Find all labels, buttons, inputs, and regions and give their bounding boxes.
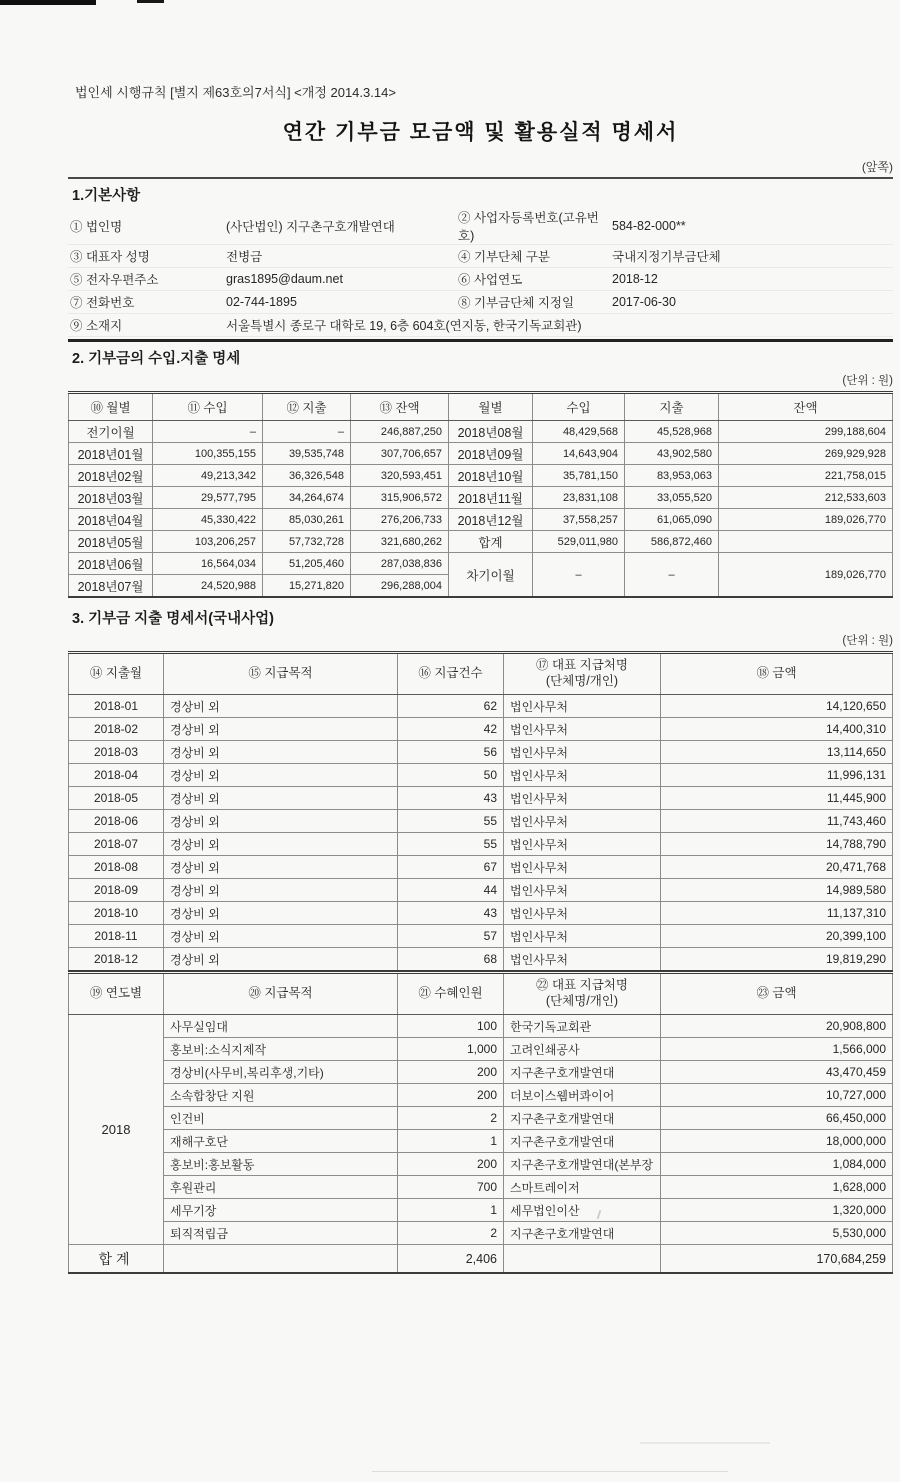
table-row	[69, 465, 893, 487]
cell-expense: 85,030,261	[263, 509, 351, 531]
cell-beneficiaries: 700	[398, 1176, 504, 1199]
cell-amount: 11,445,900	[661, 787, 893, 810]
cell-income: 14,643,904	[533, 443, 625, 465]
cell-purpose: 경상비(사무비,복리후생,기타)	[164, 1061, 398, 1084]
cell-purpose: 경상비 외	[164, 695, 398, 718]
cell-payee: 법인사무처	[504, 810, 661, 833]
cell-income: –	[153, 421, 263, 443]
cell-income: 29,577,795	[153, 487, 263, 509]
basic-info-row	[68, 314, 893, 337]
table-row	[69, 1199, 893, 1222]
cell-amount: 19,819,290	[661, 948, 893, 972]
cell-amount: 20,399,100	[661, 925, 893, 948]
cell-balance: 189,026,770	[719, 509, 893, 531]
cell-amount: 20,471,768	[661, 856, 893, 879]
table-header-row	[69, 973, 893, 1015]
col-payee-line2: (단체명/개인)	[545, 994, 619, 1008]
table-row	[69, 879, 893, 902]
cell-income: –	[533, 553, 625, 598]
cell-expense: 586,872,460	[625, 531, 719, 553]
field-label: ⑥ 사업연도	[456, 268, 610, 291]
cell-balance	[719, 531, 893, 553]
cell-payee: 법인사무처	[504, 879, 661, 902]
cell-amount: 1,566,000	[661, 1038, 893, 1061]
col-month: ⑩ 월별	[69, 393, 153, 421]
basic-info-row	[68, 291, 893, 314]
cell-amount: 13,114,650	[661, 741, 893, 764]
cell-purpose: 재해구호단	[164, 1130, 398, 1153]
cell-income: 48,429,568	[533, 421, 625, 443]
cell-beneficiaries: 2	[398, 1222, 504, 1245]
table-row	[69, 421, 893, 443]
field-label: ④ 기부단체 구분	[456, 245, 610, 268]
cell-amount: 1,084,000	[661, 1153, 893, 1176]
cell-income: 100,355,155	[153, 443, 263, 465]
cell-month: 2018년08월	[449, 421, 533, 443]
cell-amount: 11,743,460	[661, 810, 893, 833]
cell-payee: 세무법인이산	[504, 1199, 661, 1222]
col-income: 수입	[533, 393, 625, 421]
table-row	[69, 1107, 893, 1130]
cell-expense: 83,953,063	[625, 465, 719, 487]
col-income: ⑪ 수입	[153, 393, 263, 421]
cell-expense: 34,264,674	[263, 487, 351, 509]
cell-income: 49,213,342	[153, 465, 263, 487]
field-label: ② 사업자등록번호(고유번호)	[456, 208, 610, 245]
cell-count: 57	[398, 925, 504, 948]
cell-year: 2018	[69, 1015, 164, 1245]
cell-month: 2018-11	[69, 925, 164, 948]
cell-total-label: 합계	[69, 1245, 164, 1274]
col-amount: ⑱ 금액	[661, 653, 893, 695]
cell-amount: 43,470,459	[661, 1061, 893, 1084]
cell-month: 2018-04	[69, 764, 164, 787]
scan-artifact-bottom-line	[372, 1471, 728, 1472]
cell-purpose: 경상비 외	[164, 833, 398, 856]
field-value: 서울특별시 종로구 대학로 19, 6층 604호(연지동, 한국기독교회관)	[224, 314, 893, 337]
field-value: 국내지정기부금단체	[610, 245, 893, 268]
cell-payee: 법인사무처	[504, 856, 661, 879]
cell-payee: 한국기독교회관	[504, 1015, 661, 1038]
cell-purpose: 경상비 외	[164, 764, 398, 787]
table-row	[69, 553, 893, 575]
cell-month: 2018-06	[69, 810, 164, 833]
unit-note: (단위 : 원)	[842, 375, 893, 387]
cell-balance: 307,706,657	[351, 443, 449, 465]
cell-purpose: 사무실임대	[164, 1015, 398, 1038]
cell-month: 2018년01월	[69, 443, 153, 465]
col-balance: 잔액	[719, 393, 893, 421]
cell-payee: 법인사무처	[504, 948, 661, 972]
cell-month: 2018년04월	[69, 509, 153, 531]
table-row	[69, 1015, 893, 1038]
col-payee	[504, 653, 661, 695]
cell-balance: 287,038,836	[351, 553, 449, 575]
table-header-row	[69, 653, 893, 695]
col-payee	[504, 973, 661, 1015]
basic-info-table	[68, 208, 893, 337]
cell-balance: 299,188,604	[719, 421, 893, 443]
scan-artifact-bottom-streak	[640, 1442, 770, 1444]
col-count: ⑯ 지급건수	[398, 653, 504, 695]
cell-payee: 법인사무처	[504, 787, 661, 810]
field-value: 02-744-1895	[224, 291, 456, 314]
table-row	[69, 1153, 893, 1176]
cell-payee: 법인사무처	[504, 695, 661, 718]
col-amount: ㉓ 금액	[661, 973, 893, 1015]
cell-payee: 스마트레이저	[504, 1176, 661, 1199]
cell-purpose: 경상비 외	[164, 948, 398, 972]
table-row	[69, 1038, 893, 1061]
col-expense: 지출	[625, 393, 719, 421]
field-value: 584-82-000**	[610, 208, 893, 245]
basic-info-row	[68, 268, 893, 291]
cell-empty	[504, 1245, 661, 1274]
cell-month: 2018년02월	[69, 465, 153, 487]
field-label: ③ 대표자 성명	[68, 245, 224, 268]
cell-expense: 33,055,520	[625, 487, 719, 509]
table-row	[69, 443, 893, 465]
table-row	[69, 810, 893, 833]
cell-expense: 39,535,748	[263, 443, 351, 465]
cell-count: 42	[398, 718, 504, 741]
cell-income: 45,330,422	[153, 509, 263, 531]
cell-count: 55	[398, 833, 504, 856]
cell-payee: 지구촌구호개발연대	[504, 1130, 661, 1153]
field-label: ⑤ 전자우편주소	[68, 268, 224, 291]
cell-income: 37,558,257	[533, 509, 625, 531]
cell-month: 2018년10월	[449, 465, 533, 487]
cell-payee: 법인사무처	[504, 902, 661, 925]
cell-income: 529,011,980	[533, 531, 625, 553]
cell-purpose: 세무기장	[164, 1199, 398, 1222]
cell-purpose: 홍보비:소식지제작	[164, 1038, 398, 1061]
cell-count: 50	[398, 764, 504, 787]
cell-month: 2018-12	[69, 948, 164, 972]
cell-amount: 11,996,131	[661, 764, 893, 787]
cell-month: 전기이월	[69, 421, 153, 443]
cell-amount: 11,137,310	[661, 902, 893, 925]
domestic-expense-yearly-table	[68, 971, 893, 1274]
cell-payee: 지구촌구호개발연대	[504, 1061, 661, 1084]
cell-amount: 18,000,000	[661, 1130, 893, 1153]
cell-count: 43	[398, 787, 504, 810]
table-row	[69, 1222, 893, 1245]
section3-heading: 3. 기부금 지출 명세서(국내사업)	[72, 611, 274, 627]
cell-balance: 321,680,262	[351, 531, 449, 553]
cell-purpose: 퇴직적립금	[164, 1222, 398, 1245]
cell-payee: 법인사무처	[504, 764, 661, 787]
cell-count: 68	[398, 948, 504, 972]
form-regulation-note: 법인세 시행규칙 [별지 제63호의7서식] <개정 2014.3.14>	[75, 85, 396, 100]
cell-count: 44	[398, 879, 504, 902]
table-row	[69, 695, 893, 718]
cell-month: 2018-07	[69, 833, 164, 856]
cell-count: 67	[398, 856, 504, 879]
cell-purpose: 경상비 외	[164, 787, 398, 810]
cell-month: 2018-08	[69, 856, 164, 879]
table-row	[69, 1176, 893, 1199]
cell-amount: 66,450,000	[661, 1107, 893, 1130]
cell-purpose: 경상비 외	[164, 810, 398, 833]
table-row	[69, 948, 893, 972]
cell-amount: 10,727,000	[661, 1084, 893, 1107]
cell-carryover-label: 차기이월	[449, 553, 533, 598]
table-row	[69, 1061, 893, 1084]
cell-balance: 296,288,004	[351, 575, 449, 598]
cell-month: 2018년09월	[449, 443, 533, 465]
table-row	[69, 531, 893, 553]
cell-payee: 지구촌구호개발연대	[504, 1222, 661, 1245]
basic-info-row	[68, 208, 893, 245]
cell-balance: 320,593,451	[351, 465, 449, 487]
col-balance: ⑬ 잔액	[351, 393, 449, 421]
table-row	[69, 741, 893, 764]
cell-balance: 212,533,603	[719, 487, 893, 509]
cell-income: 35,781,150	[533, 465, 625, 487]
table-row	[69, 833, 893, 856]
cell-purpose: 경상비 외	[164, 879, 398, 902]
cell-income: 16,564,034	[153, 553, 263, 575]
cell-payee: 고려인쇄공사	[504, 1038, 661, 1061]
cell-balance: 276,206,733	[351, 509, 449, 531]
field-label: ① 법인명	[68, 208, 224, 245]
cell-expense: 61,065,090	[625, 509, 719, 531]
cell-beneficiaries: 200	[398, 1061, 504, 1084]
cell-month: 2018년12월	[449, 509, 533, 531]
cell-beneficiaries: 1	[398, 1199, 504, 1222]
cell-month: 2018년03월	[69, 487, 153, 509]
donation-income-expense-table	[68, 391, 893, 598]
cell-balance: 189,026,770	[719, 553, 893, 598]
table-row	[69, 902, 893, 925]
section1-heading: 1.기본사항	[72, 188, 141, 204]
front-side-note: (앞쪽)	[861, 160, 893, 174]
cell-count: 56	[398, 741, 504, 764]
cell-total-beneficiaries: 2,406	[398, 1245, 504, 1274]
col-purpose: ⑳ 지급목적	[164, 973, 398, 1015]
divider	[68, 177, 893, 179]
cell-purpose: 경상비 외	[164, 902, 398, 925]
cell-month: 2018-03	[69, 741, 164, 764]
field-value: 2018-12	[610, 268, 893, 291]
field-label: ⑦ 전화번호	[68, 291, 224, 314]
section2-heading: 2. 기부금의 수입.지출 명세	[72, 351, 241, 367]
cell-expense: 36,326,548	[263, 465, 351, 487]
cell-month: 2018-02	[69, 718, 164, 741]
cell-amount: 14,120,650	[661, 695, 893, 718]
cell-balance: 315,906,572	[351, 487, 449, 509]
col-purpose: ⑮ 지급목적	[164, 653, 398, 695]
cell-month: 2018년07월	[69, 575, 153, 598]
cell-count: 62	[398, 695, 504, 718]
domestic-expense-monthly-table	[68, 651, 893, 972]
page-title: 연간 기부금 모금액 및 활용실적 명세서	[282, 121, 679, 144]
cell-beneficiaries: 2	[398, 1107, 504, 1130]
cell-amount: 1,628,000	[661, 1176, 893, 1199]
cell-purpose: 경상비 외	[164, 925, 398, 948]
table-row	[69, 764, 893, 787]
cell-purpose: 경상비 외	[164, 741, 398, 764]
cell-payee: 법인사무처	[504, 833, 661, 856]
cell-purpose: 후원관리	[164, 1176, 398, 1199]
cell-expense: 51,205,460	[263, 553, 351, 575]
cell-beneficiaries: 1,000	[398, 1038, 504, 1061]
field-value: 2017-06-30	[610, 291, 893, 314]
table-row	[69, 1130, 893, 1153]
cell-month: 2018-05	[69, 787, 164, 810]
table-row	[69, 718, 893, 741]
cell-payee: 지구촌구호개발연대(본부장	[504, 1153, 661, 1176]
cell-amount: 20,908,800	[661, 1015, 893, 1038]
cell-payee: 더보이스웸버콰이어	[504, 1084, 661, 1107]
cell-income: 24,520,988	[153, 575, 263, 598]
cell-income: 103,206,257	[153, 531, 263, 553]
cell-count: 55	[398, 810, 504, 833]
field-value: gras1895@daum.net	[224, 268, 456, 291]
cell-month: 2018년06월	[69, 553, 153, 575]
cell-payee: 법인사무처	[504, 925, 661, 948]
cell-amount: 14,989,580	[661, 879, 893, 902]
cell-income: 23,831,108	[533, 487, 625, 509]
cell-balance: 246,887,250	[351, 421, 449, 443]
cell-purpose: 인건비	[164, 1107, 398, 1130]
cell-total-amount: 170,684,259	[661, 1245, 893, 1274]
cell-balance: 269,929,928	[719, 443, 893, 465]
cell-balance: 221,758,015	[719, 465, 893, 487]
col-payee-line1: ㉒ 대표 지급처명	[536, 978, 628, 993]
table-row	[69, 856, 893, 879]
table-row	[69, 925, 893, 948]
cell-payee: 법인사무처	[504, 741, 661, 764]
cell-expense: –	[625, 553, 719, 598]
cell-empty	[164, 1245, 398, 1274]
unit-note: (단위 : 원)	[842, 635, 893, 647]
col-beneficiaries: ㉑ 수혜인원	[398, 973, 504, 1015]
cell-expense: 15,271,820	[263, 575, 351, 598]
field-value: 전병금	[224, 245, 456, 268]
divider-thick	[68, 339, 893, 342]
field-label: ⑨ 소재지	[68, 314, 224, 337]
cell-month: 2018-10	[69, 902, 164, 925]
cell-amount: 5,530,000	[661, 1222, 893, 1245]
cell-expense: –	[263, 421, 351, 443]
field-value: (사단법인) 지구촌구호개발연대	[224, 208, 456, 245]
table-row	[69, 787, 893, 810]
cell-month: 2018-01	[69, 695, 164, 718]
cell-beneficiaries: 1	[398, 1130, 504, 1153]
col-month: 월별	[449, 393, 533, 421]
table-row	[69, 509, 893, 531]
col-expense: ⑫ 지출	[263, 393, 351, 421]
cell-purpose: 경상비 외	[164, 718, 398, 741]
col-expense-month: ⑭ 지출월	[69, 653, 164, 695]
cell-month: 2018년05월	[69, 531, 153, 553]
table-row	[69, 487, 893, 509]
cell-amount: 14,400,310	[661, 718, 893, 741]
cell-beneficiaries: 100	[398, 1015, 504, 1038]
table-header-row	[69, 393, 893, 421]
basic-info-row	[68, 245, 893, 268]
field-label: ⑧ 기부금단체 지정일	[456, 291, 610, 314]
cell-count: 43	[398, 902, 504, 925]
cell-amount: 14,788,790	[661, 833, 893, 856]
cell-expense: 43,902,580	[625, 443, 719, 465]
total-row	[69, 1245, 893, 1274]
cell-payee: 지구촌구호개발연대	[504, 1107, 661, 1130]
col-payee-line2: (단체명/개인)	[545, 674, 619, 688]
cell-beneficiaries: 200	[398, 1153, 504, 1176]
cell-payee: 법인사무처	[504, 718, 661, 741]
table-row	[69, 1084, 893, 1107]
cell-amount: 1,320,000	[661, 1199, 893, 1222]
cell-month: 2018년11월	[449, 487, 533, 509]
cell-beneficiaries: 200	[398, 1084, 504, 1107]
col-year: ⑲ 연도별	[69, 973, 164, 1015]
cell-purpose: 소속합창단 지원	[164, 1084, 398, 1107]
cell-purpose: 홍보비:홍보활동	[164, 1153, 398, 1176]
col-payee-line1: ⑰ 대표 지급처명	[536, 658, 628, 673]
cell-expense: 45,528,968	[625, 421, 719, 443]
cell-month: 2018-09	[69, 879, 164, 902]
cell-total-label: 합계	[449, 531, 533, 553]
cell-purpose: 경상비 외	[164, 856, 398, 879]
cell-expense: 57,732,728	[263, 531, 351, 553]
